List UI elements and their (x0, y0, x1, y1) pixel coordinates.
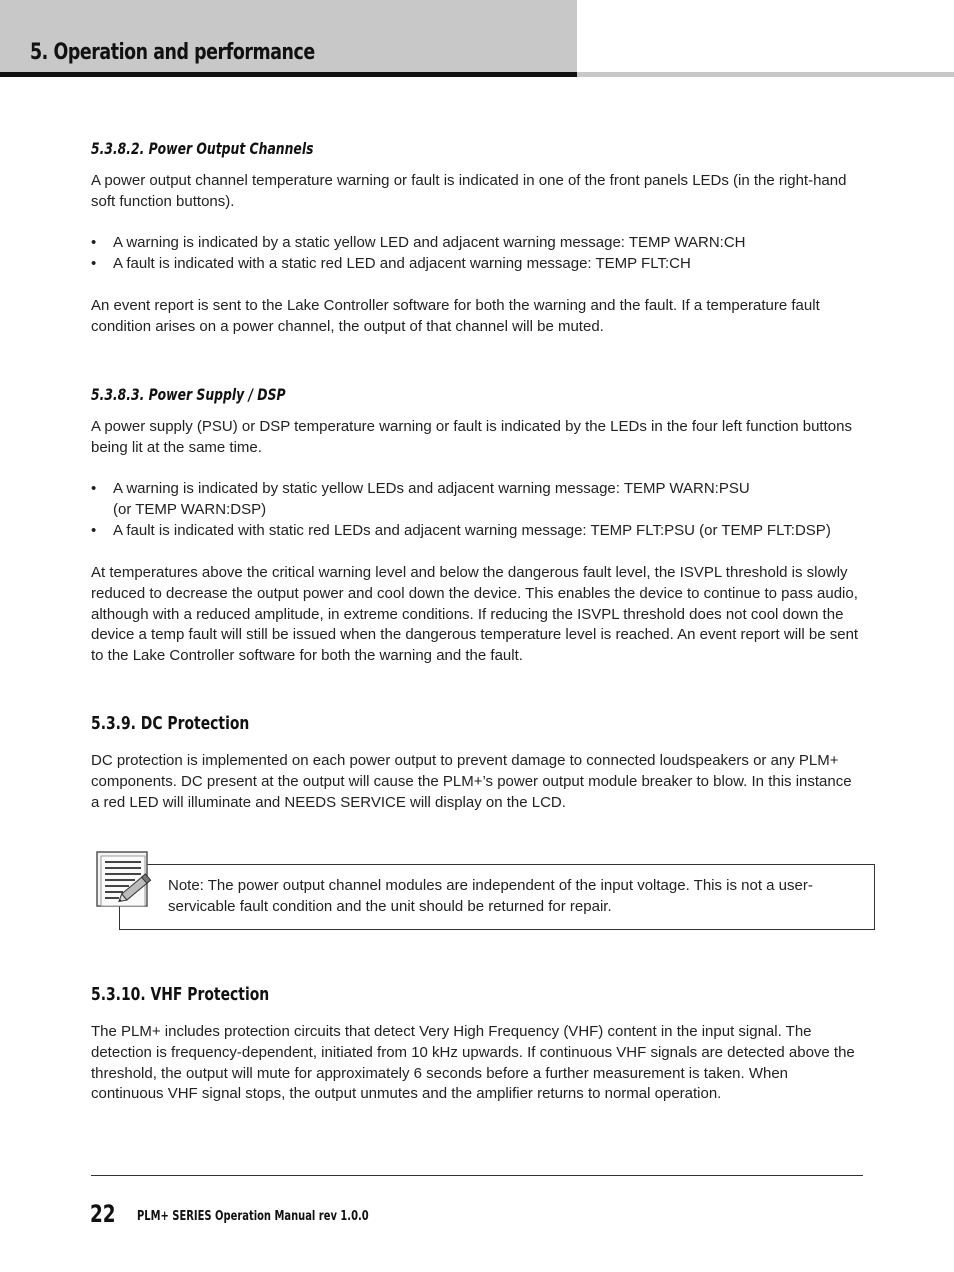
paragraph-power-output-intro: A power output channel temperature warning or fault is indicated in one of the front panels LEDs (in the right-hand soft function buttons). (91, 172, 847, 210)
heading-power-output-channels: 5.3.8.2. Power Output Channels (91, 139, 314, 158)
bullet-list-power-output (91, 233, 861, 275)
list-item (91, 479, 861, 521)
list-item-text: A warning is indicated by static yellow LEDs and adjacent warning message: TEMP WARN:PSU (113, 480, 750, 497)
header-rule-dark (0, 72, 577, 77)
list-item: • A warning is indicated by a static yellow LED and adjacent warning message: TEMP WARN:CH (91, 233, 861, 254)
header-rule-light (577, 72, 954, 77)
note-text: Note: The power output channel modules are independent of the input voltage. This is not a user-servicable fault condition and the unit should be returned for repair. (168, 877, 813, 915)
heading-vhf-protection: 5.3.10. VHF Protection (91, 984, 270, 1005)
list-item-continuation: (or TEMP WARN:DSP) (113, 500, 267, 518)
list-item: • A fault is indicated with static red LEDs and adjacent warning message: TEMP FLT:PSU (or TEMP FLT:DSP) (91, 521, 861, 542)
paragraph-psu-outro: At temperatures above the critical warning level and below the dangerous fault level, the ISVPL threshold is slowly reduced to decrease the output power and cool down the device. This enables the device to continue to pass audio, although with a reduced amplitude, in extreme conditions. If reducing the ISVPL threshold does not cool down the device a temp fault will still be issued when the dangerous temperature level is reached. An event report will be sent to the Lake Controller software for both the warning and the fault. (91, 564, 859, 665)
paragraph-dc-protection: DC protection is implemented on each power output to prevent damage to connected loudspeakers or any PLM+ components. DC present at the output will cause the PLM+’s power output module breaker to blow. In this instance a red LED will illuminate and NEEDS SERVICE will display on the LCD. (91, 752, 852, 811)
heading-power-supply-dsp: 5.3.8.3. Power Supply / DSP (91, 385, 286, 404)
footer-document-title: PLM+ SERIES Operation Manual rev 1.0.0 (137, 1209, 369, 1224)
chapter-title: 5. Operation and performance (30, 40, 315, 65)
note-pencil-icon (95, 850, 155, 910)
page-number: 22 (90, 1200, 116, 1228)
list-item: • A fault is indicated with a static red LED and adjacent warning message: TEMP FLT:CH (91, 254, 861, 275)
paragraph-power-output-outro: An event report is sent to the Lake Controller software for both the warning and the fault. If a temperature fault condition arises on a power channel, the output of that channel will be muted. (91, 297, 820, 335)
paragraph-vhf-protection: The PLM+ includes protection circuits that detect Very High Frequency (VHF) content in the input signal. The detection is frequency-dependent, initiated from 10 kHz upwards. If continuous VHF signals are detected above the threshold, the output will mute for approximately 6 seconds before a further measurement is taken. When continuous VHF signal stops, the output unmutes and the amplifier returns to normal operation. (91, 1023, 855, 1103)
footer-rule (91, 1175, 863, 1176)
heading-dc-protection: 5.3.9. DC Protection (91, 713, 250, 734)
bullet-list-psu (91, 479, 861, 541)
paragraph-psu-intro: A power supply (PSU) or DSP temperature warning or fault is indicated by the LEDs in the four left function buttons being lit at the same time. (91, 418, 852, 456)
